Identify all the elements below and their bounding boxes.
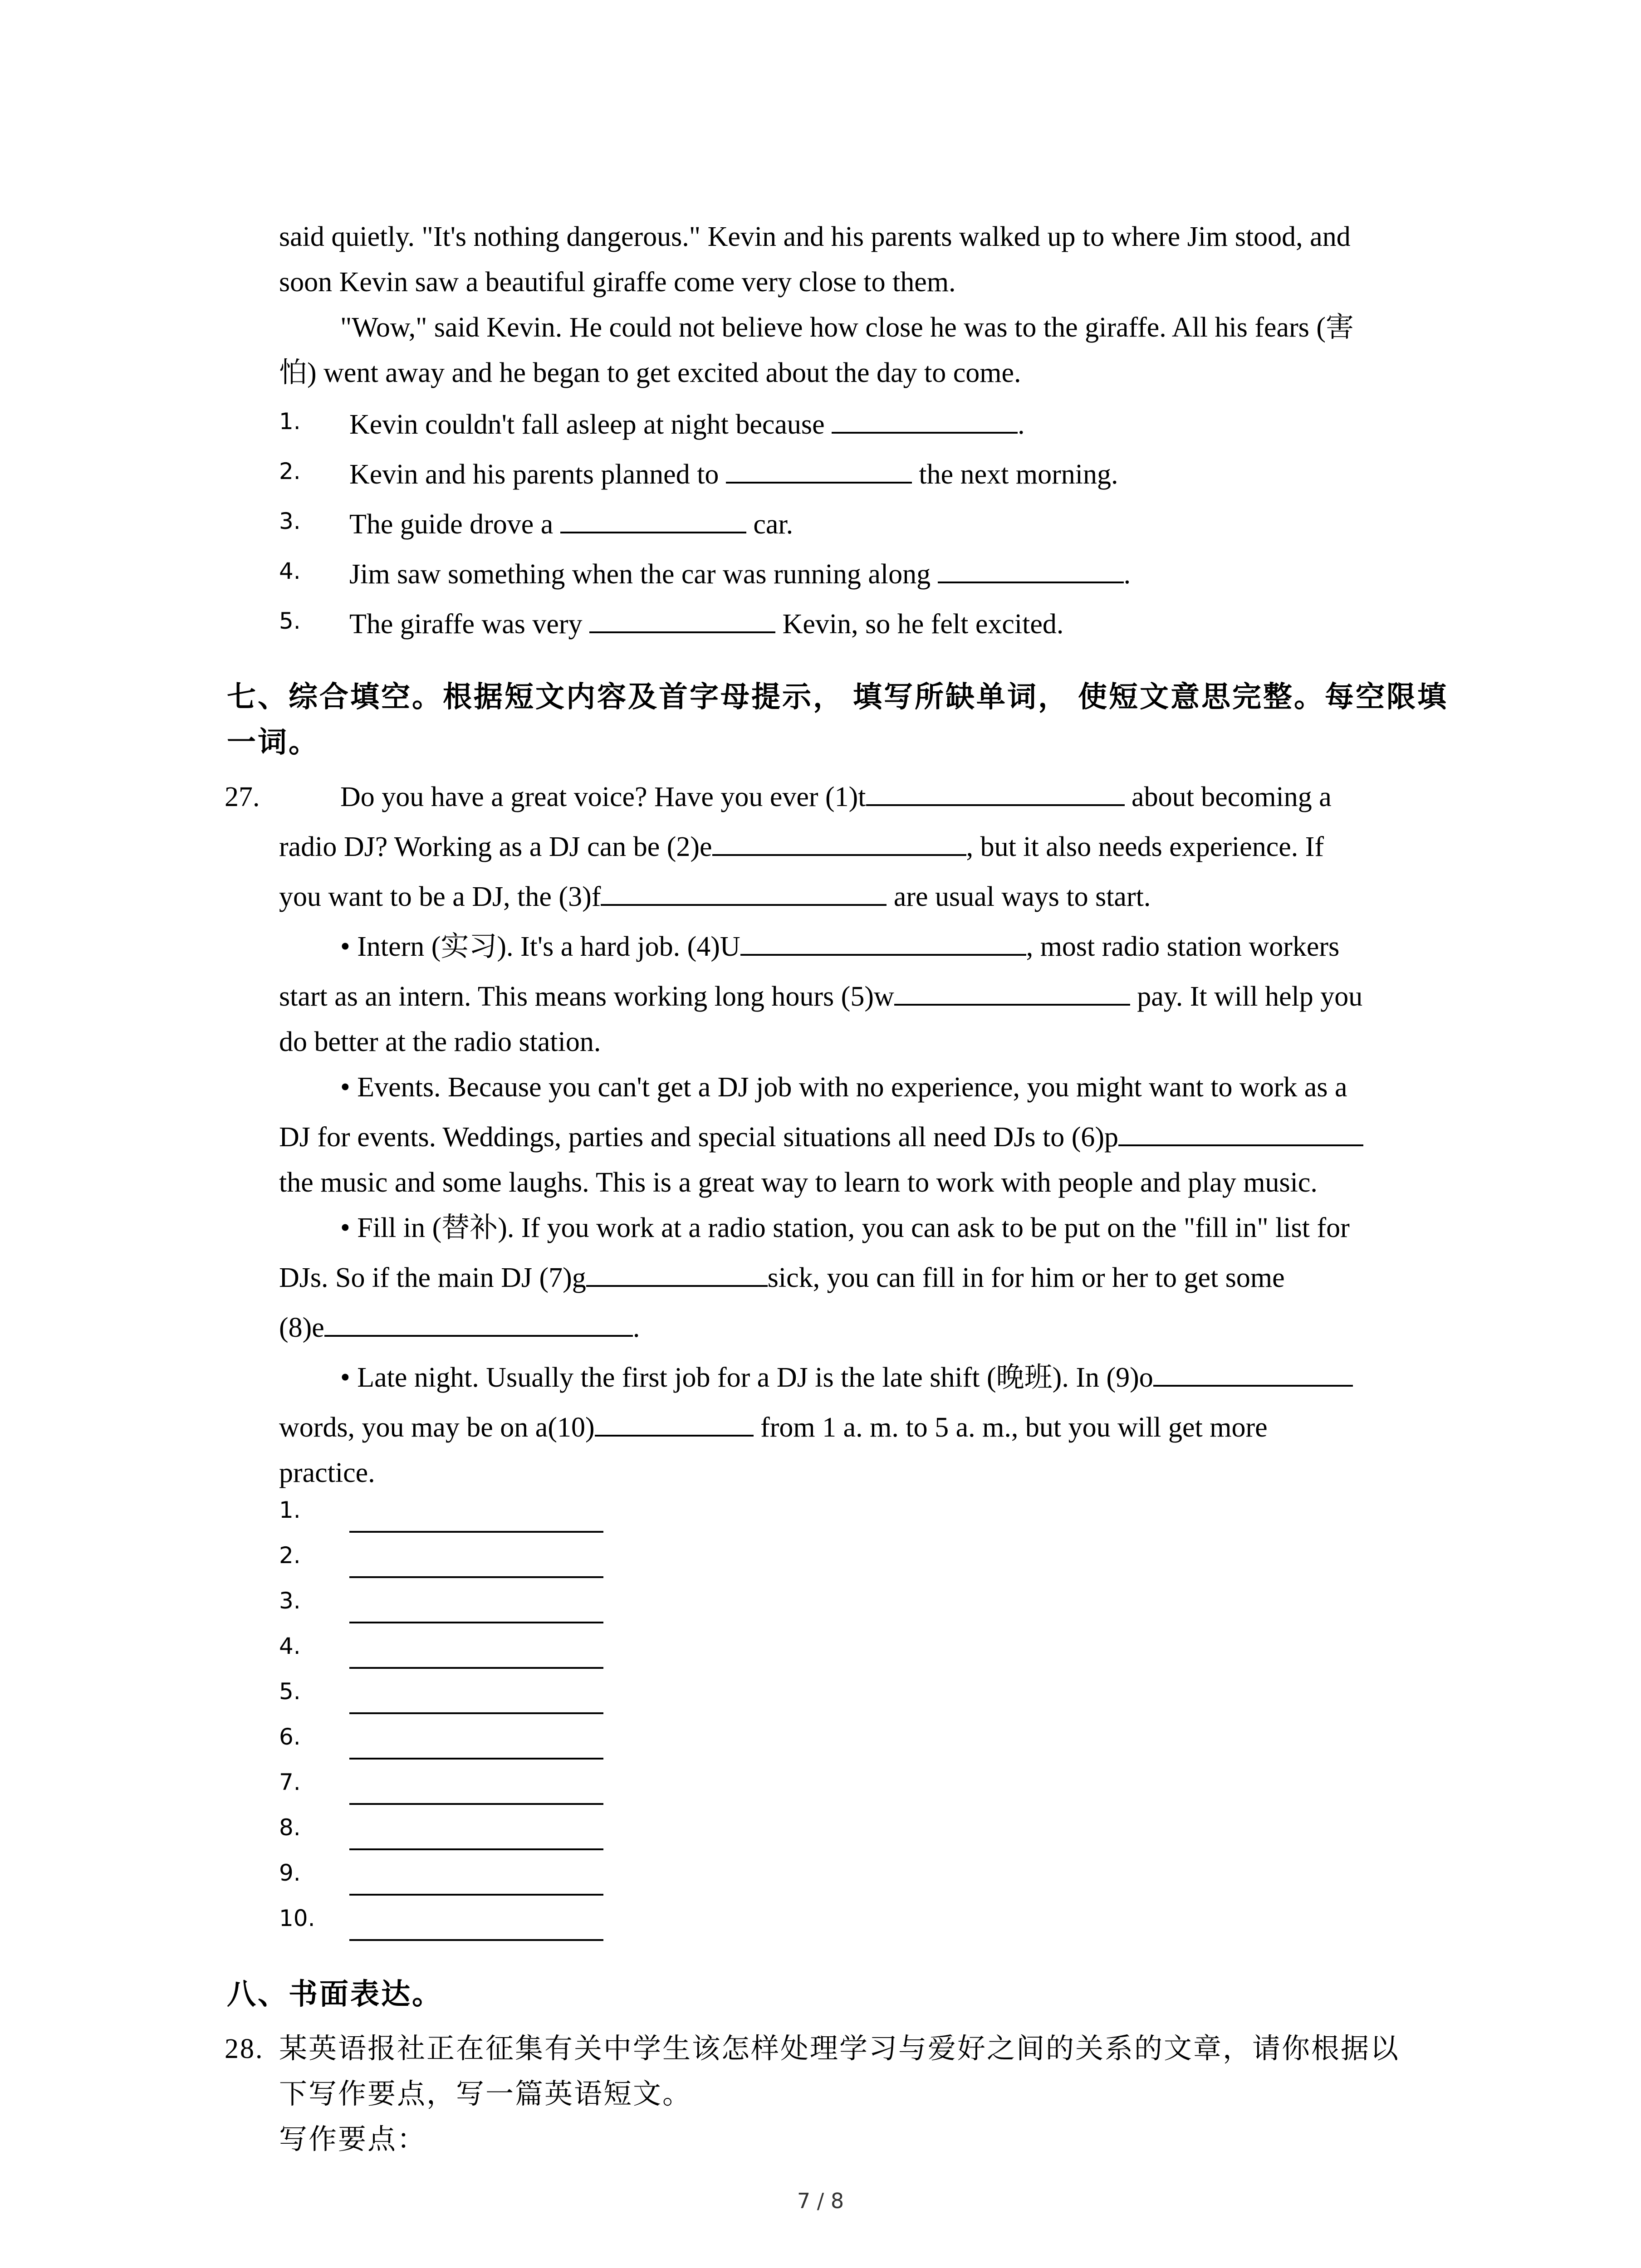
- answer-blank[interactable]: [832, 404, 1018, 434]
- q27-line-9: the music and some laughs. This is a great way to learn to work with people and play music.: [279, 1167, 1318, 1198]
- q27-line-3: [279, 873, 1459, 920]
- question-1: [349, 404, 1025, 441]
- question-text-end: the next morning.: [919, 459, 1118, 490]
- question-number: 5.: [279, 608, 301, 634]
- answer-number: 5.: [279, 1678, 301, 1705]
- question-text: The giraffe was very: [349, 609, 583, 640]
- passage-line-3: "Wow," said Kevin. He could not believe how close he was to the giraffe. All his fears (害: [340, 312, 1354, 343]
- blank-1[interactable]: [866, 776, 1125, 806]
- q27-line-8: [279, 1114, 1459, 1161]
- question-text: The guide drove a: [349, 509, 554, 540]
- answer-blank[interactable]: [938, 553, 1124, 583]
- q27-line-13: [340, 1354, 1520, 1401]
- q27-line-6: do better at the radio station.: [279, 1026, 601, 1057]
- passage-text: DJ for events. Weddings, parties and special situations all need DJs to (6)p: [279, 1122, 1119, 1153]
- answer-blank[interactable]: [560, 503, 746, 533]
- passage-text: • Intern (实习). It's a hard job. (4)U: [340, 931, 740, 962]
- passage-line-4: 怕) went away and he began to get excited about the day to come.: [279, 357, 1021, 388]
- passage-text: words, you may be on a(10): [279, 1412, 595, 1443]
- q27-line-4: [340, 923, 1520, 970]
- answer-blank[interactable]: [726, 454, 912, 484]
- passage-text: pay. It will help you: [1137, 981, 1363, 1012]
- question-text-end: .: [1123, 559, 1131, 590]
- answer-line[interactable]: [349, 1690, 603, 1714]
- q27-line-15: practice.: [279, 1457, 375, 1488]
- question-text-end: Kevin, so he felt excited.: [782, 609, 1064, 640]
- question-number: 2.: [279, 458, 301, 484]
- blank-3[interactable]: [601, 876, 887, 906]
- question-number: 1.: [279, 408, 301, 435]
- blank-7[interactable]: [586, 1257, 768, 1287]
- q27-line-12: [279, 1304, 1459, 1351]
- question-2: [349, 454, 1118, 491]
- question-text-end: .: [1018, 409, 1025, 440]
- question-number: 4.: [279, 558, 301, 584]
- question-27-number: 27.: [225, 782, 260, 812]
- question-text: Jim saw something when the car was running along: [349, 559, 931, 590]
- section-8-heading: 八、书面表达。: [227, 1978, 443, 2010]
- passage-text: , but it also needs experience. If: [966, 831, 1324, 862]
- answer-line[interactable]: [349, 1826, 603, 1850]
- answer-number: 2.: [279, 1542, 301, 1569]
- answer-line[interactable]: [349, 1735, 603, 1760]
- section-7-heading: 七、综合填空。根据短文内容及首字母提示， 填写所缺单词， 使短文意思完整。每空限填: [227, 681, 1448, 713]
- answer-line[interactable]: [349, 1508, 603, 1533]
- q27-line-7: • Events. Because you can't get a DJ job with no experience, you might want to work as a: [340, 1072, 1347, 1103]
- blank-10[interactable]: [595, 1407, 754, 1437]
- passage-text: you want to be a DJ, the (3)f: [279, 881, 601, 912]
- question-text: Kevin couldn't fall asleep at night because: [349, 409, 825, 440]
- answer-number: 3.: [279, 1588, 301, 1614]
- blank-9[interactable]: [1153, 1357, 1353, 1387]
- answer-line[interactable]: [349, 1554, 603, 1578]
- page-number: 7 / 8: [797, 2189, 844, 2213]
- passage-text: about becoming a: [1132, 782, 1332, 812]
- passage-text: DJs. So if the main DJ (7)g: [279, 1262, 586, 1293]
- passage-text: (8)e: [279, 1312, 324, 1343]
- answer-blank[interactable]: [589, 603, 775, 633]
- q27-line-11: [279, 1254, 1459, 1301]
- blank-5[interactable]: [894, 976, 1130, 1006]
- answer-number: 4.: [279, 1633, 301, 1659]
- section-7-heading-cont: 一词。: [227, 726, 319, 758]
- q28-line-2: 下写作要点，写一篇英语短文。: [279, 2079, 692, 2110]
- passage-text: • Late night. Usually the first job for a DJ is the late shift (晚班). In (9)o: [340, 1362, 1153, 1393]
- q27-line-1: [340, 773, 1520, 821]
- passage-text: from 1 a. m. to 5 a. m., but you will get more: [760, 1412, 1268, 1443]
- answer-line[interactable]: [349, 1871, 603, 1896]
- passage-line-1: said quietly. "It's nothing dangerous." Kevin and his parents walked up to where Jim stood, and: [279, 221, 1351, 252]
- answer-number: 7.: [279, 1769, 301, 1795]
- answer-line[interactable]: [349, 1780, 603, 1805]
- question-3: [349, 503, 793, 541]
- q27-line-14: [279, 1404, 1459, 1451]
- answer-line[interactable]: [349, 1599, 603, 1623]
- q28-line-1: 某英语报社正在征集有关中学生该怎样处理学习与爱好之间的关系的文章，请你根据以: [279, 2033, 1400, 2064]
- passage-text: are usual ways to start.: [893, 881, 1151, 912]
- question-4: [349, 553, 1131, 591]
- question-text: Kevin and his parents planned to: [349, 459, 719, 490]
- passage-text: radio DJ? Working as a DJ can be (2)e: [279, 831, 712, 862]
- q27-line-2: [279, 823, 1459, 870]
- passage-text: start as an intern. This means working long hours (5)w: [279, 981, 894, 1012]
- answer-line[interactable]: [349, 1916, 603, 1941]
- passage-text: Do you have a great voice? Have you ever (1)t: [340, 782, 866, 812]
- question-28-number: 28.: [225, 2033, 264, 2064]
- q27-line-10: • Fill in (替补). If you work at a radio station, you can ask to be put on the "fill in" list for: [340, 1212, 1350, 1243]
- blank-4[interactable]: [740, 926, 1026, 956]
- answer-number: 1.: [279, 1497, 301, 1523]
- answer-number: 10.: [279, 1905, 315, 1931]
- passage-line-2: soon Kevin saw a beautiful giraffe come very close to them.: [279, 267, 956, 298]
- blank-2[interactable]: [712, 826, 966, 856]
- q28-line-3: 写作要点：: [279, 2124, 427, 2155]
- blank-8[interactable]: [324, 1307, 633, 1337]
- question-5: [349, 603, 1063, 640]
- answer-number: 8.: [279, 1814, 301, 1841]
- answer-number: 6.: [279, 1724, 301, 1750]
- q27-line-5: [279, 973, 1459, 1020]
- question-text-end: car.: [753, 509, 794, 540]
- passage-text: , most radio station workers: [1026, 931, 1340, 962]
- question-number: 3.: [279, 508, 301, 534]
- passage-text: .: [632, 1312, 640, 1343]
- answer-line[interactable]: [349, 1644, 603, 1669]
- blank-6[interactable]: [1118, 1116, 1363, 1146]
- answer-number: 9.: [279, 1860, 301, 1886]
- passage-text: sick, you can fill in for him or her to get some: [767, 1262, 1285, 1293]
